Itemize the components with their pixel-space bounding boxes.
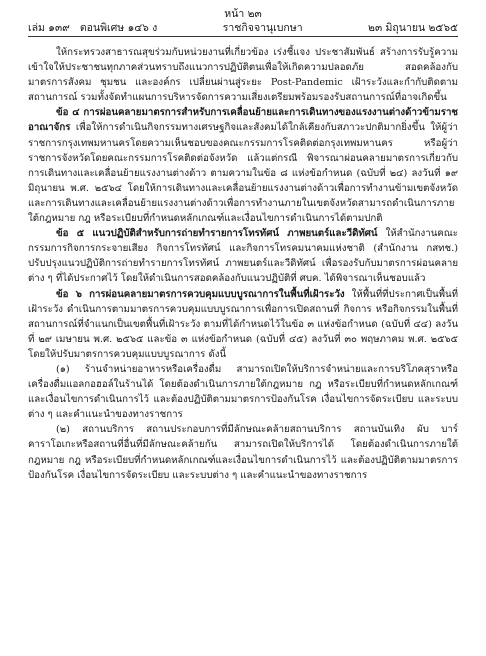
clause-4-heading: ข้อ ๔ การผ่อนคลายมาตรการสำหรับการเคลื่อนย้ายและการเดินทางของแรงงานต่างด้าวข้ามราชอาณาจักร <box>28 107 458 134</box>
header-divider <box>28 36 458 37</box>
clause-5 <box>28 226 458 286</box>
clause-4-text: เพื่อให้การดำเนินกิจกรรมทางเศรษฐกิจและสังคมได้ใกล้เคียงกับสภาวะปกติมากยิ่งขึ้น ให้ผู้ว่าราชการกรุงเทพมหานครโดยความเห็นชอบของคณะกรรมการโรคติดต่อกรุงเทพมหานคร หรือผู้ว่าราชการจังหวัดโดยคณะกรรมการโรคติดต่อจังหวัด แล้วแต่กรณี พิจารณาผ่อนคลายมาตรการเกี่ยวกับการเดินทางและเคลื่อนย้ายแรงงานต่างด้าว ตามความในข้อ ๘ แห่งข้อกำหนด (ฉบับที่ ๒๔) ลงวันที่ ๑๙ มิถุนายน พ.ศ. ๒๕๖๔ โดยให้การเดินทางและเคลื่อนย้ายแรงงานต่างด้าวเพื่อการทำงานข้ามเขตจังหวัดและการเดินทางและเคลื่อนย้ายแรงงานต่างด้าวเพื่อการทำงานภายในเขตจังหวัดสามารถดำเนินการภายใต้กฎหมาย กฎ หรือระเบียบที่กำหนดหลักเกณฑ์และเงื่อนไขการดำเนินการได้ตามปกติ <box>28 122 458 225</box>
clause-4 <box>28 105 458 226</box>
page-number: หน้า ๒๓ <box>224 8 262 20</box>
volume-label: เล่ม ๑๓๙ <box>28 22 70 34</box>
clause-6-text: ให้พื้นที่ที่ประกาศเป็นพื้นที่เฝ้าระวัง ดำเนินการตามมาตรการควบคุมแบบบูรณาการเพื่อการเปิดสถานที่ กิจการ หรือกิจกรรมในพื้นที่สถานการณ์ที่จำแนกเป็นเขตพื้นที่เฝ้าระวัง ตามที่ได้กำหนดไว้ในข้อ ๓ แห่งข้อกำหนด (ฉบับที่ ๔๔) ลงวันที่ ๒๙ เมษายน พ.ศ. ๒๕๖๕ และข้อ ๓ แห่งข้อกำหนด (ฉบับที่ ๔๕) ลงวันที่ ๓๐ พฤษภาคม พ.ศ. ๒๕๖๕ โดยให้ปรับมาตรการควบคุมแบบบูรณาการ ดังนี้ <box>28 288 458 360</box>
clause-5-text: ให้สำนักงานคณะกรรมการกิจการกระจายเสียง กิจการโทรทัศน์ และกิจการโทรคมนาคมแห่งชาติ (สำนักงาน กสทช.) ปรับปรุงแนวปฏิบัติการถ่ายทำรายการโทรทัศน์ ภาพยนตร์และวีดิทัศน์ เพื่อรองรับกับมาตรการผ่อนคลายต่าง ๆ ที่ได้ประกาศไว้ โดยให้ดำเนินการสอดคล้องกับแนวปฏิบัติที่ ศบค. ได้พิจารณาเห็นชอบแล้ว <box>28 228 458 285</box>
issue-info <box>28 22 157 34</box>
issue-label: ตอนพิเศษ ๑๔๖ ง <box>79 22 158 34</box>
clause-6-item-2: (๒) สถานบริการ สถานประกอบการที่มีลักษณะคล้ายสถานบริการ สถานบันเทิง ผับ บาร์ คาราโอเกะหรือสถานที่อื่นที่มีลักษณะคล้ายกัน สามารถเปิดให้บริการได้ โดยต้องดำเนินการภายใต้กฎหมาย กฎ หรือระเบียบที่กำหนดหลักเกณฑ์และเงื่อนไขการดำเนินการไว้ และต้องปฏิบัติตามมาตรการป้องกันโรค เงื่อนไขการจัดระเบียบ และระบบต่าง ๆ และคำแนะนำของทางราชการ <box>28 424 458 481</box>
publication-date: ๒๓ มิถุนายน ๒๕๖๕ <box>368 22 458 34</box>
gazette-name: ราชกิจจานุเบกษา <box>222 22 303 34</box>
document-body <box>28 45 458 483</box>
clause-6 <box>28 287 458 362</box>
paragraph-ministry: ให้กระทรวงสาธารณสุขร่วมกับหน่วยงานที่เกี่ยวข้อง เร่งชี้แจง ประชาสัมพันธ์ สร้างการรับรู้ความเข้าใจให้ประชาชนทุกภาคส่วนทราบถึงแนวการปฏิบัติตนเพื่อให้เกิดความปลอดภัย สอดคล้องกับมาตรการสังคม ชุมชน และองค์กร เปลี่ยนผ่านสู่ระยะ Post-Pandemic เฝ้าระวังและกำกับติดตามสถานการณ์ รวมทั้งจัดทำแผนการบริหารจัดการความเสี่ยงเตรียมพร้อมรองรับสถานการณ์ที่อาจเกิดขึ้น <box>28 47 458 104</box>
clause-6-item-1: (๑) ร้านจำหน่ายอาหารหรือเครื่องดื่ม สามารถเปิดให้บริการจำหน่ายและการบริโภคสุราหรือเครื่องดื่มแอลกอฮอล์ในร้านได้ โดยต้องดำเนินการภายใต้กฎหมาย กฎ หรือระเบียบที่กำหนดหลักเกณฑ์และเงื่อนไขการดำเนินการไว้ และต้องปฏิบัติตามมาตรการป้องกันโรค เงื่อนไขการจัดระเบียบ และระบบต่าง ๆ และคำแนะนำของทางราชการ <box>28 363 458 421</box>
gazette-header <box>28 22 458 34</box>
clause-6-heading: ข้อ ๖ การผ่อนคลายมาตรการควบคุมแบบบูรณาการในพื้นที่เฝ้าระวัง <box>56 288 345 300</box>
clause-5-heading: ข้อ ๕ แนวปฏิบัติสำหรับการถ่ายทำรายการโทรทัศน์ ภาพยนตร์และวีดิทัศน์ <box>56 228 378 240</box>
